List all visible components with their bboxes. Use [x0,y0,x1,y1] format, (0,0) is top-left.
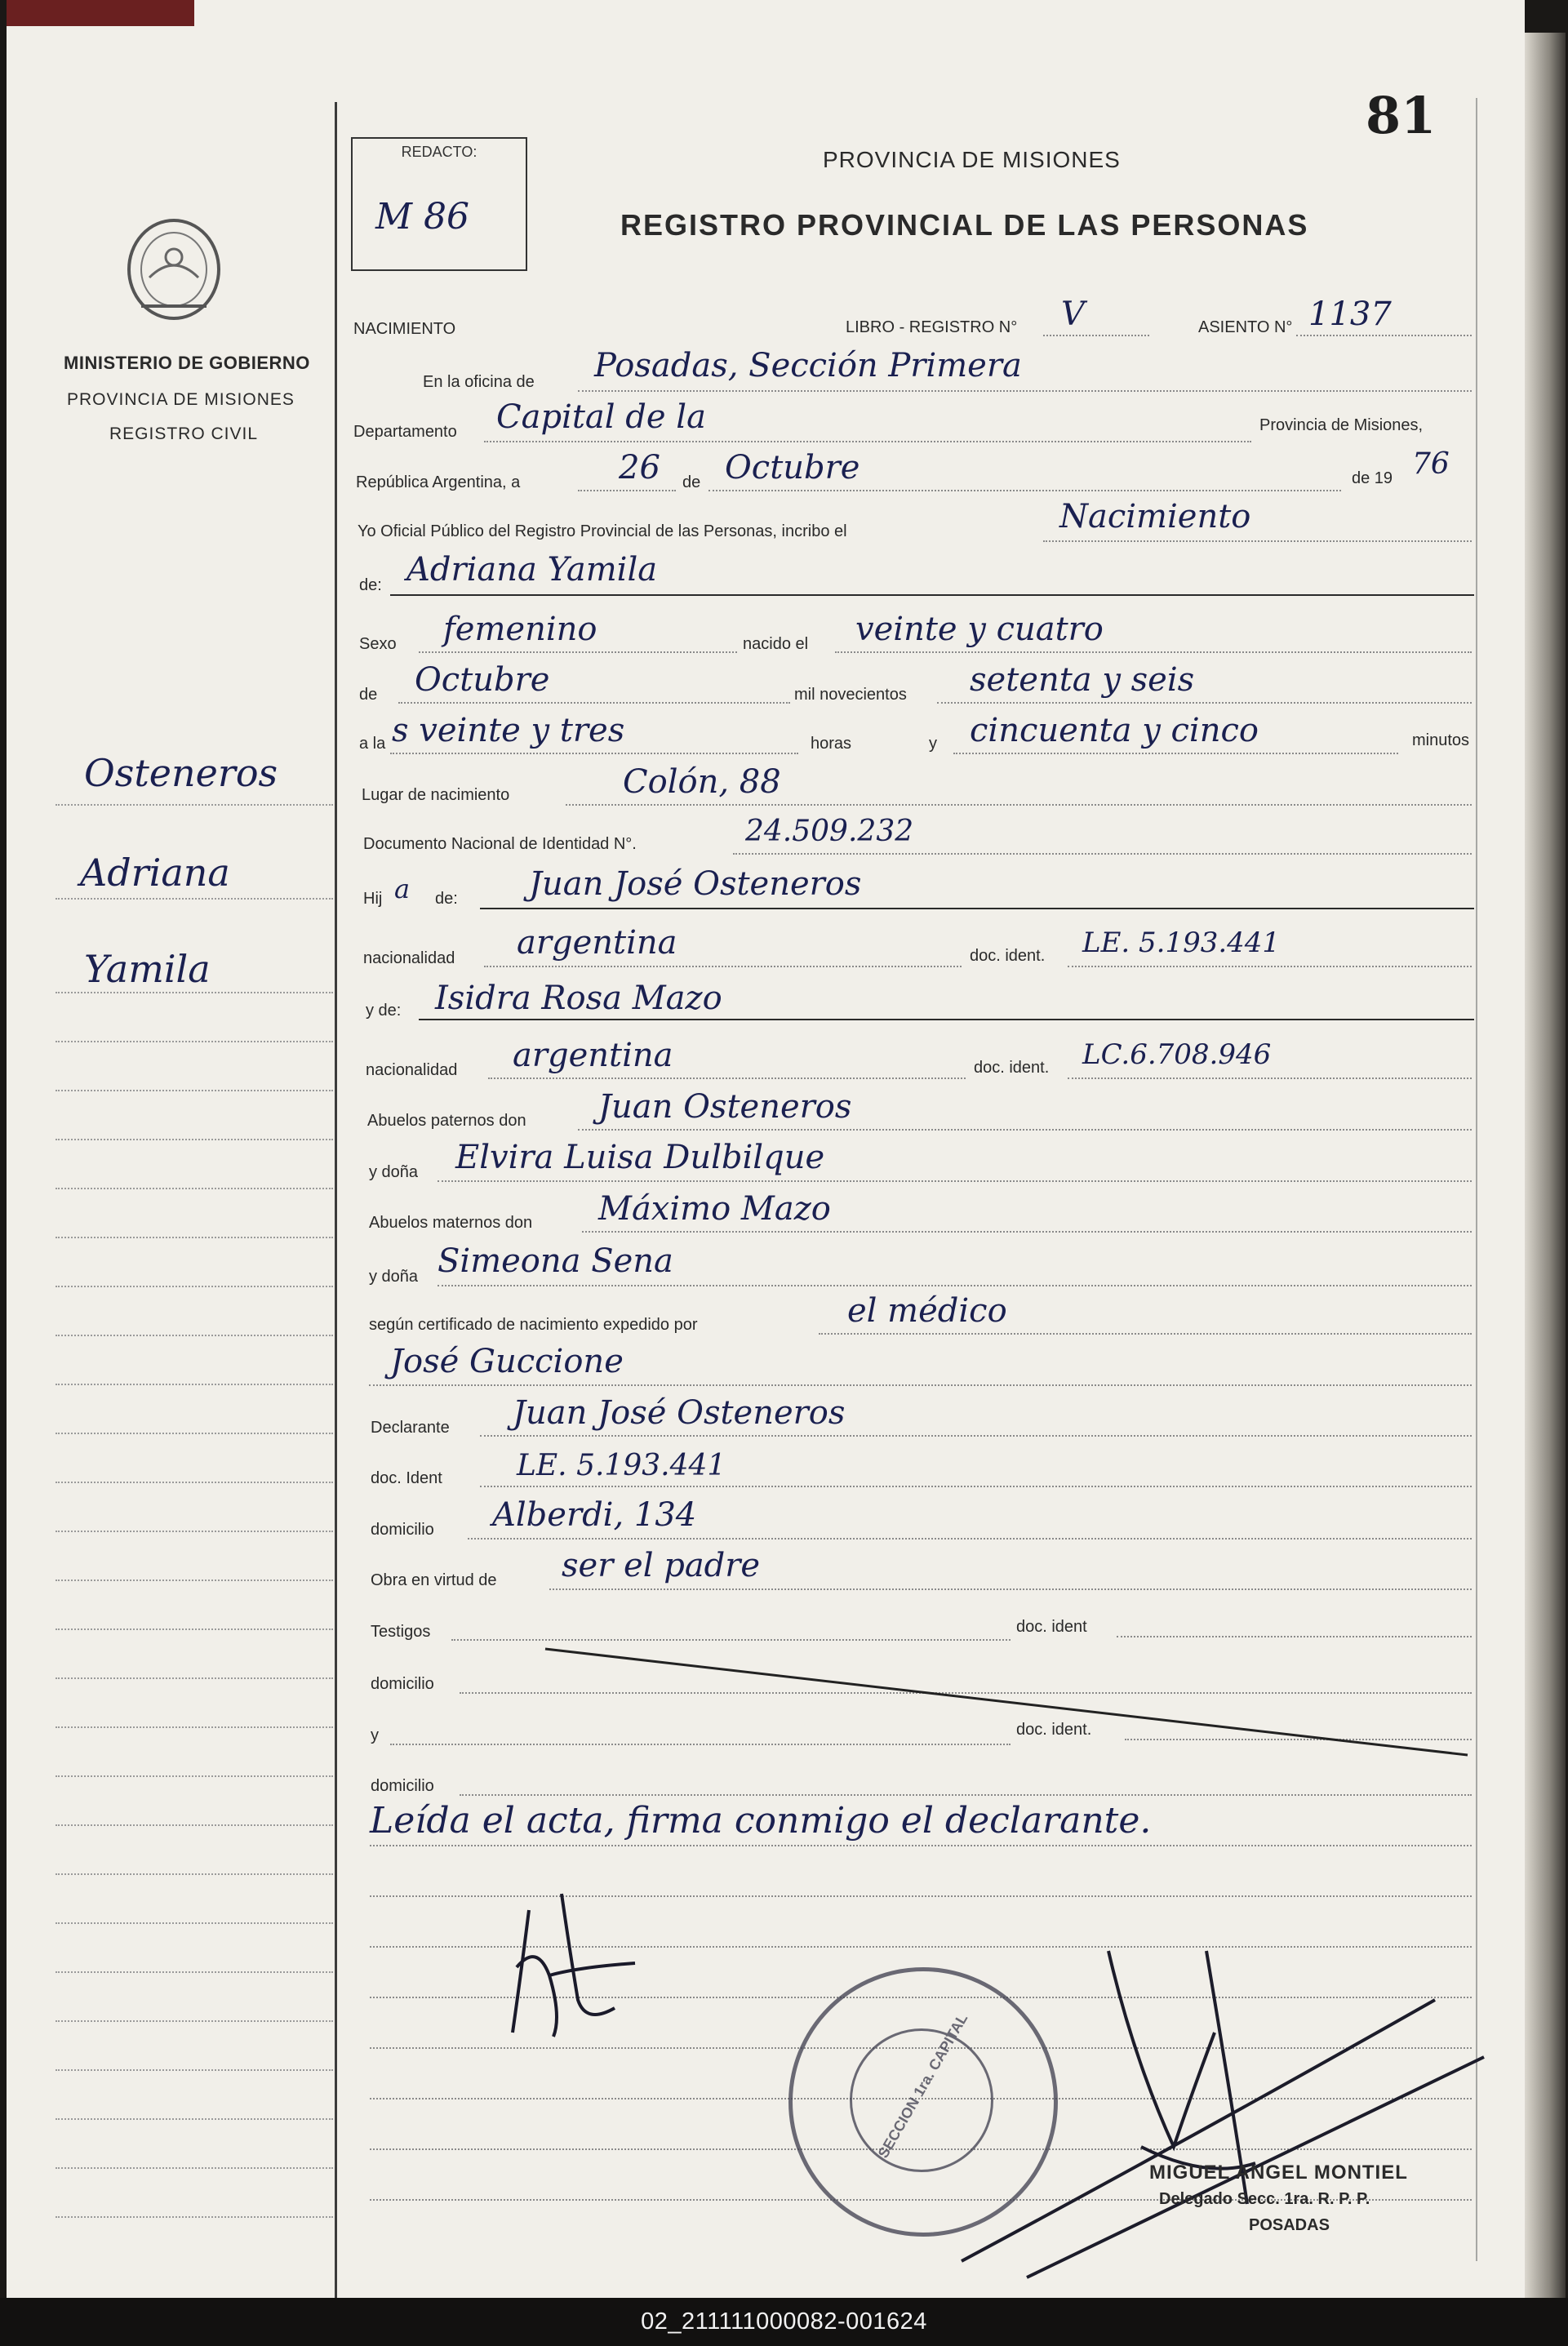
month-value: Octubre [725,449,860,487]
father-nationality: argentina [517,924,677,962]
sexo-value: femenino [443,611,597,648]
maternal-grandmother: Simeona Sena [438,1242,673,1280]
sexo-label: Sexo [359,635,397,653]
record-type-label: NACIMIENTO [353,320,456,338]
stamp-text: SECCION 1ra. CAPITAL [874,2011,971,2162]
asiento-label: ASIENTO N° [1198,318,1293,336]
field-rule [370,1845,1472,1846]
field-rule [419,651,737,653]
margin-second-name: Yamila [84,947,211,991]
hij-label: Hij [363,890,383,908]
paternal-grandfather-label: Abuelos paternos don [367,1112,526,1130]
maternal-grandfather: Máximo Mazo [598,1190,831,1228]
oficina-label: En la oficina de [423,373,535,391]
a-la-label: a la [359,735,386,753]
mother-doc: LC.6.708.946 [1082,1038,1272,1071]
field-rule [398,702,790,704]
registro-civil-label: REGISTRO CIVIL [109,424,259,443]
field-rule [484,966,962,967]
declarant-label: Declarante [371,1419,450,1437]
margin-rule [56,1677,333,1679]
field-rule [835,651,1472,653]
margin-rule [56,1775,333,1777]
witness2-address-label: domicilio [371,1777,434,1795]
margin-rule [56,2167,333,2169]
margin-rule [56,1188,333,1189]
mother-name: Isidra Rosa Mazo [435,980,722,1017]
libro-label: LIBRO - REGISTRO N° [846,318,1018,336]
y-label: y [929,735,937,753]
declarant-signature [472,1877,651,2049]
field-rule [488,1077,966,1079]
maternal-grandfather-label: Abuelos maternos don [369,1214,533,1232]
margin-rule [56,1531,333,1532]
obra-value: ser el padre [562,1547,761,1584]
horas-label: horas [811,735,852,753]
father-name: Juan José Osteneros [529,865,862,903]
father-nationality-label: nacionalidad [363,949,455,967]
field-rule [390,753,798,754]
maternal-grandmother-label: y doña [369,1268,419,1286]
mother-rule [419,1019,1474,1020]
minutos-label: minutos [1412,731,1470,749]
redacto-label: REDACTO: [401,144,478,160]
field-rule [582,1231,1472,1233]
redacto-value: M 86 [375,196,470,238]
margin-rule [56,1824,333,1826]
departamento-value: Capital de la [496,398,706,436]
field-rule [733,853,1472,855]
registered-name: Adriana Yamila [406,551,658,589]
margin-rule [56,898,333,900]
document-page [7,0,1525,2298]
address-label: domicilio [371,1521,434,1539]
margin-rule [56,1971,333,1973]
paternal-grandmother-label: y doña [369,1163,419,1181]
departamento-label: Departamento [353,423,457,441]
witnesses-label: Testigos [371,1623,431,1641]
field-rule [937,702,1472,704]
margin-rule [56,1628,333,1630]
minutos-value: cincuenta y cinco [970,712,1259,749]
margin-rule [56,1139,333,1140]
witness2-doc-label: doc. ident. [1016,1721,1092,1739]
day-value: 26 [619,449,660,487]
official-city: POSADAS [1249,2216,1330,2234]
oficial-statement: Yo Oficial Público del Registro Provincial de las Personas, incribo el [358,522,847,540]
field-rule [578,390,1472,392]
obra-label: Obra en virtud de [371,1571,497,1589]
dia-letras-value: veinte y cuatro [855,611,1104,648]
margin-rule [56,1384,333,1385]
mil-label: mil novecientos [794,686,907,704]
margin-rule [56,2069,333,2071]
field-rule [480,1435,1472,1437]
field-rule [1043,540,1472,542]
lugar-value: Colón, 88 [623,763,781,801]
de-label: de [682,473,701,491]
hij-de-label: de: [435,890,458,908]
margin-surname: Osteneros [84,751,278,795]
declarant-doc: LE. 5.193.441 [517,1449,726,1482]
father-doc-label: doc. ident. [970,947,1046,965]
margin-rule [56,2118,333,2120]
coat-of-arms-icon [113,208,235,331]
asiento-value: 1137 [1308,295,1392,333]
hora-value: s veinte y tres [392,712,625,749]
official-signature [864,1935,1517,2286]
margin-rule [56,1433,333,1434]
paternal-grandmother: Elvira Luisa Dulbilque [455,1139,825,1176]
field-rule [549,1588,1472,1590]
field-rule [1068,966,1472,967]
margin-column [7,0,333,2298]
margin-rule [56,992,333,993]
margin-rule [56,1041,333,1042]
ministry-label: MINISTERIO DE GOBIERNO [64,353,310,373]
field-rule [1043,335,1149,336]
provincia-label: Provincia de Misiones, [1259,416,1424,434]
republica-label: República Argentina, a [356,473,521,491]
field-rule [578,490,676,491]
field-rule [953,753,1398,754]
margin-rule [56,1090,333,1091]
mother-nationality-label: nacionalidad [366,1061,458,1079]
oficina-value: Posadas, Sección Primera [594,347,1022,384]
libro-value: V [1061,295,1085,333]
doctor-name: José Guccione [390,1343,624,1380]
father-rule [480,908,1474,909]
margin-rule [56,1922,333,1924]
field-rule [480,1486,1472,1487]
year-prefix-label: de 19 [1352,469,1393,487]
field-rule [369,1384,1472,1386]
margin-rule [56,1580,333,1581]
official-name: MIGUEL ANGEL MONTIEL [1149,2162,1408,2184]
header-province: PROVINCIA DE MISIONES [823,147,1121,172]
field-rule [484,441,1251,442]
footer-id: 02_211111000082-001624 [0,2298,1568,2346]
margin-first-name: Adriana [80,851,230,895]
margin-rule [56,2020,333,2022]
field-rule [566,804,1472,806]
nacido-label: nacido el [743,635,809,653]
year-value: 76 [1412,447,1450,481]
lugar-label: Lugar de nacimiento [362,786,510,804]
father-doc: LE. 5.193.441 [1082,926,1281,959]
yde-label: y de: [366,1002,402,1020]
hij-suffix: a [394,873,411,904]
margin-rule [56,1335,333,1336]
certificate-value: el médico [847,1292,1007,1330]
field-rule [819,1333,1472,1335]
margin-rule [56,2216,333,2218]
field-rule [1068,1077,1472,1079]
certificate-label: según certificado de nacimiento expedido por [369,1316,698,1334]
left-province-label: PROVINCIA DE MISIONES [67,390,295,409]
declarant-name: Juan José Osteneros [513,1394,846,1432]
witness1-doc-label: doc. ident [1016,1618,1087,1636]
name-rule [390,594,1474,596]
margin-rule [56,1726,333,1728]
inscribe-value: Nacimiento [1059,498,1251,535]
de-mes-label: de [359,686,378,704]
paternal-grandfather: Juan Osteneros [598,1088,852,1126]
anio-letras-value: setenta y seis [970,661,1195,699]
field-rule [578,1129,1472,1131]
page-number: 81 [1366,86,1437,145]
dni-value: 24.509.232 [745,815,914,848]
margin-rule [56,1482,333,1483]
witness1-address-label: domicilio [371,1675,434,1693]
closing-statement: Leída el acta, firma conmigo el declarante. [370,1800,1152,1842]
field-rule [460,1794,1472,1796]
address-value: Alberdi, 134 [492,1496,697,1534]
declarant-doc-label: doc. Ident [371,1469,442,1487]
page-edge [1525,33,1566,2298]
margin-divider [335,102,337,2298]
mes2-value: Octubre [415,661,550,699]
strike-through-line [537,1633,1476,1763]
redacto-box [351,137,527,271]
mother-doc-label: doc. ident. [974,1059,1050,1077]
dni-label: Documento Nacional de Identidad N°. [363,835,637,853]
field-rule [1296,335,1472,336]
field-rule [468,1538,1472,1540]
de-name-label: de: [359,576,382,594]
registry-title: REGISTRO PROVINCIAL DE LAS PERSONAS [620,208,1309,242]
margin-rule [56,1286,333,1287]
witness2-y-label: y [371,1726,379,1744]
field-rule [438,1180,1472,1182]
mother-nationality: argentina [513,1037,673,1074]
field-rule [438,1285,1472,1286]
margin-rule [56,804,333,806]
official-title: Delegado Secc. 1ra. R. P. P. [1159,2190,1370,2208]
margin-rule [56,1237,333,1238]
field-rule [708,490,1341,491]
margin-rule [56,1873,333,1875]
